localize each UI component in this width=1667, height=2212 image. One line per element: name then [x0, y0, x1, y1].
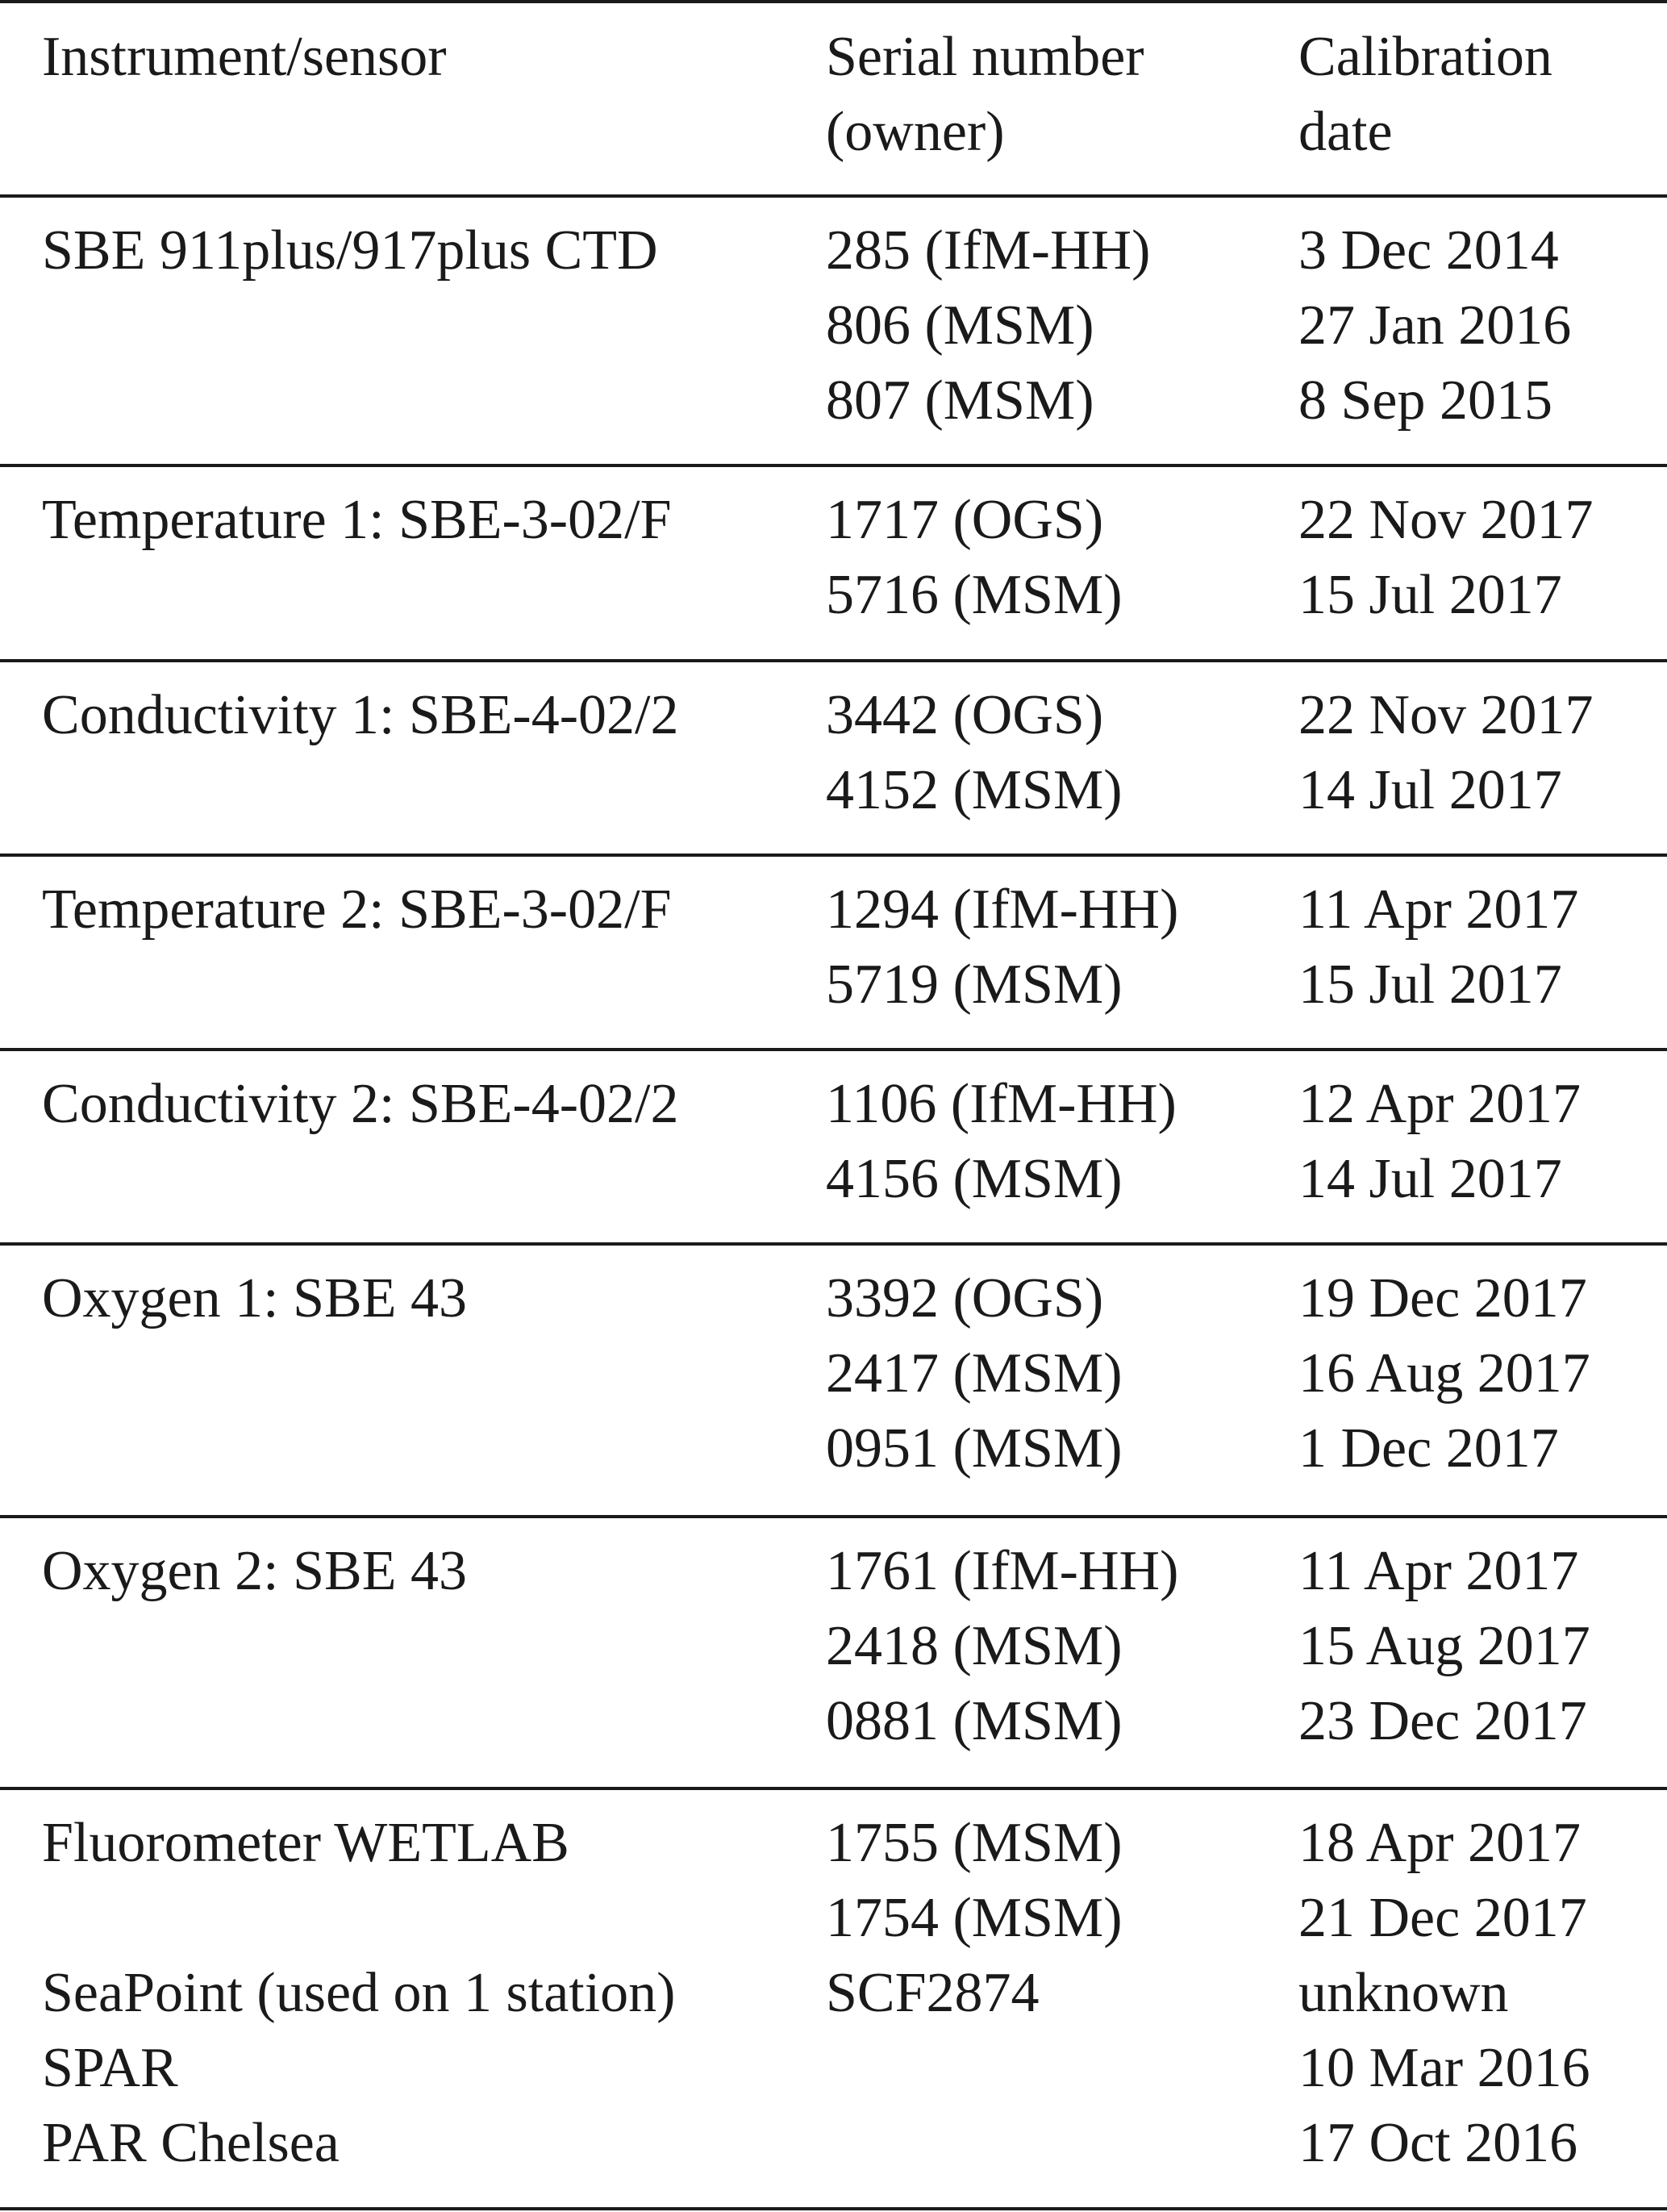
serial-value: SCF2874: [826, 1962, 1040, 2024]
group-rule: [0, 853, 1667, 857]
instrument-label: Temperature 1: SBE-3-02/F: [42, 489, 672, 551]
instrument-label: SeaPoint (used on 1 station): [42, 1962, 676, 2024]
serial-value: 0881 (MSM): [826, 1690, 1123, 1752]
serial-value: 4152 (MSM): [826, 759, 1123, 821]
calibration-date: 14 Jul 2017: [1298, 759, 1562, 821]
instrument-label: Conductivity 2: SBE-4-02/2: [42, 1073, 679, 1135]
calibration-date: 1 Dec 2017: [1298, 1417, 1559, 1480]
instrument-label: PAR Chelsea: [42, 2112, 340, 2174]
calibration-date: 27 Jan 2016: [1298, 294, 1572, 357]
serial-value: 4156 (MSM): [826, 1148, 1123, 1210]
instrument-label: Conductivity 1: SBE-4-02/2: [42, 684, 679, 746]
calibration-date: 22 Nov 2017: [1298, 684, 1594, 746]
table-bottom-rule: [0, 2207, 1667, 2210]
group-rule: [0, 1515, 1667, 1518]
serial-value: 3392 (OGS): [826, 1267, 1104, 1329]
serial-value: 1761 (IfM-HH): [826, 1540, 1179, 1602]
calibration-date: 15 Aug 2017: [1298, 1615, 1590, 1677]
calibration-date: 19 Dec 2017: [1298, 1267, 1587, 1329]
calibration-date: 22 Nov 2017: [1298, 489, 1594, 551]
calibration-date: 15 Jul 2017: [1298, 564, 1562, 626]
serial-value: 5719 (MSM): [826, 954, 1123, 1016]
calibration-date: 11 Apr 2017: [1298, 1540, 1579, 1602]
serial-value: 2417 (MSM): [826, 1342, 1123, 1404]
calibration-date: 15 Jul 2017: [1298, 954, 1562, 1016]
instrument-label: SPAR: [42, 2037, 178, 2099]
serial-value: 1754 (MSM): [826, 1887, 1123, 1949]
header-serial-line-1: Serial number: [826, 26, 1144, 88]
calibration-date: 3 Dec 2014: [1298, 219, 1559, 282]
serial-value: 3442 (OGS): [826, 684, 1104, 746]
serial-value: 0951 (MSM): [826, 1417, 1123, 1480]
group-rule: [0, 1242, 1667, 1246]
serial-value: 5716 (MSM): [826, 564, 1123, 626]
group-rule: [0, 1048, 1667, 1051]
group-rule: [0, 464, 1667, 467]
header-date-line-2: date: [1298, 101, 1393, 163]
header-instrument-line-1: Instrument/sensor: [42, 26, 447, 88]
serial-value: 1717 (OGS): [826, 489, 1104, 551]
serial-value: 1106 (IfM-HH): [826, 1073, 1177, 1135]
calibration-date: 17 Oct 2016: [1298, 2112, 1578, 2174]
header-rule: [0, 194, 1667, 198]
calibration-date: 21 Dec 2017: [1298, 1887, 1587, 1949]
instrument-label: Oxygen 1: SBE 43: [42, 1267, 467, 1329]
serial-value: 1755 (MSM): [826, 1812, 1123, 1874]
header-date-line-1: Calibration: [1298, 26, 1552, 88]
calibration-date: 14 Jul 2017: [1298, 1148, 1562, 1210]
calibration-date: unknown: [1298, 1962, 1509, 2024]
calibration-date: 23 Dec 2017: [1298, 1690, 1587, 1752]
calibration-date: 16 Aug 2017: [1298, 1342, 1590, 1404]
group-rule: [0, 1787, 1667, 1790]
calibration-date: 12 Apr 2017: [1298, 1073, 1581, 1135]
instrument-label: Oxygen 2: SBE 43: [42, 1540, 467, 1602]
instrument-label: SBE 911plus/917plus CTD: [42, 219, 658, 282]
header-serial-line-2: (owner): [826, 101, 1005, 163]
calibration-date: 18 Apr 2017: [1298, 1812, 1581, 1874]
group-rule: [0, 659, 1667, 662]
instrument-label: Temperature 2: SBE-3-02/F: [42, 879, 672, 941]
instrument-label: Fluorometer WETLAB: [42, 1812, 569, 1874]
calibration-date: 10 Mar 2016: [1298, 2037, 1590, 2099]
calibration-date: 11 Apr 2017: [1298, 879, 1579, 941]
calibration-date: 8 Sep 2015: [1298, 369, 1552, 432]
serial-value: 806 (MSM): [826, 294, 1094, 357]
serial-value: 1294 (IfM-HH): [826, 879, 1179, 941]
serial-value: 285 (IfM-HH): [826, 219, 1151, 282]
serial-value: 2418 (MSM): [826, 1615, 1123, 1677]
table-top-rule: [0, 0, 1667, 3]
serial-value: 807 (MSM): [826, 369, 1094, 432]
